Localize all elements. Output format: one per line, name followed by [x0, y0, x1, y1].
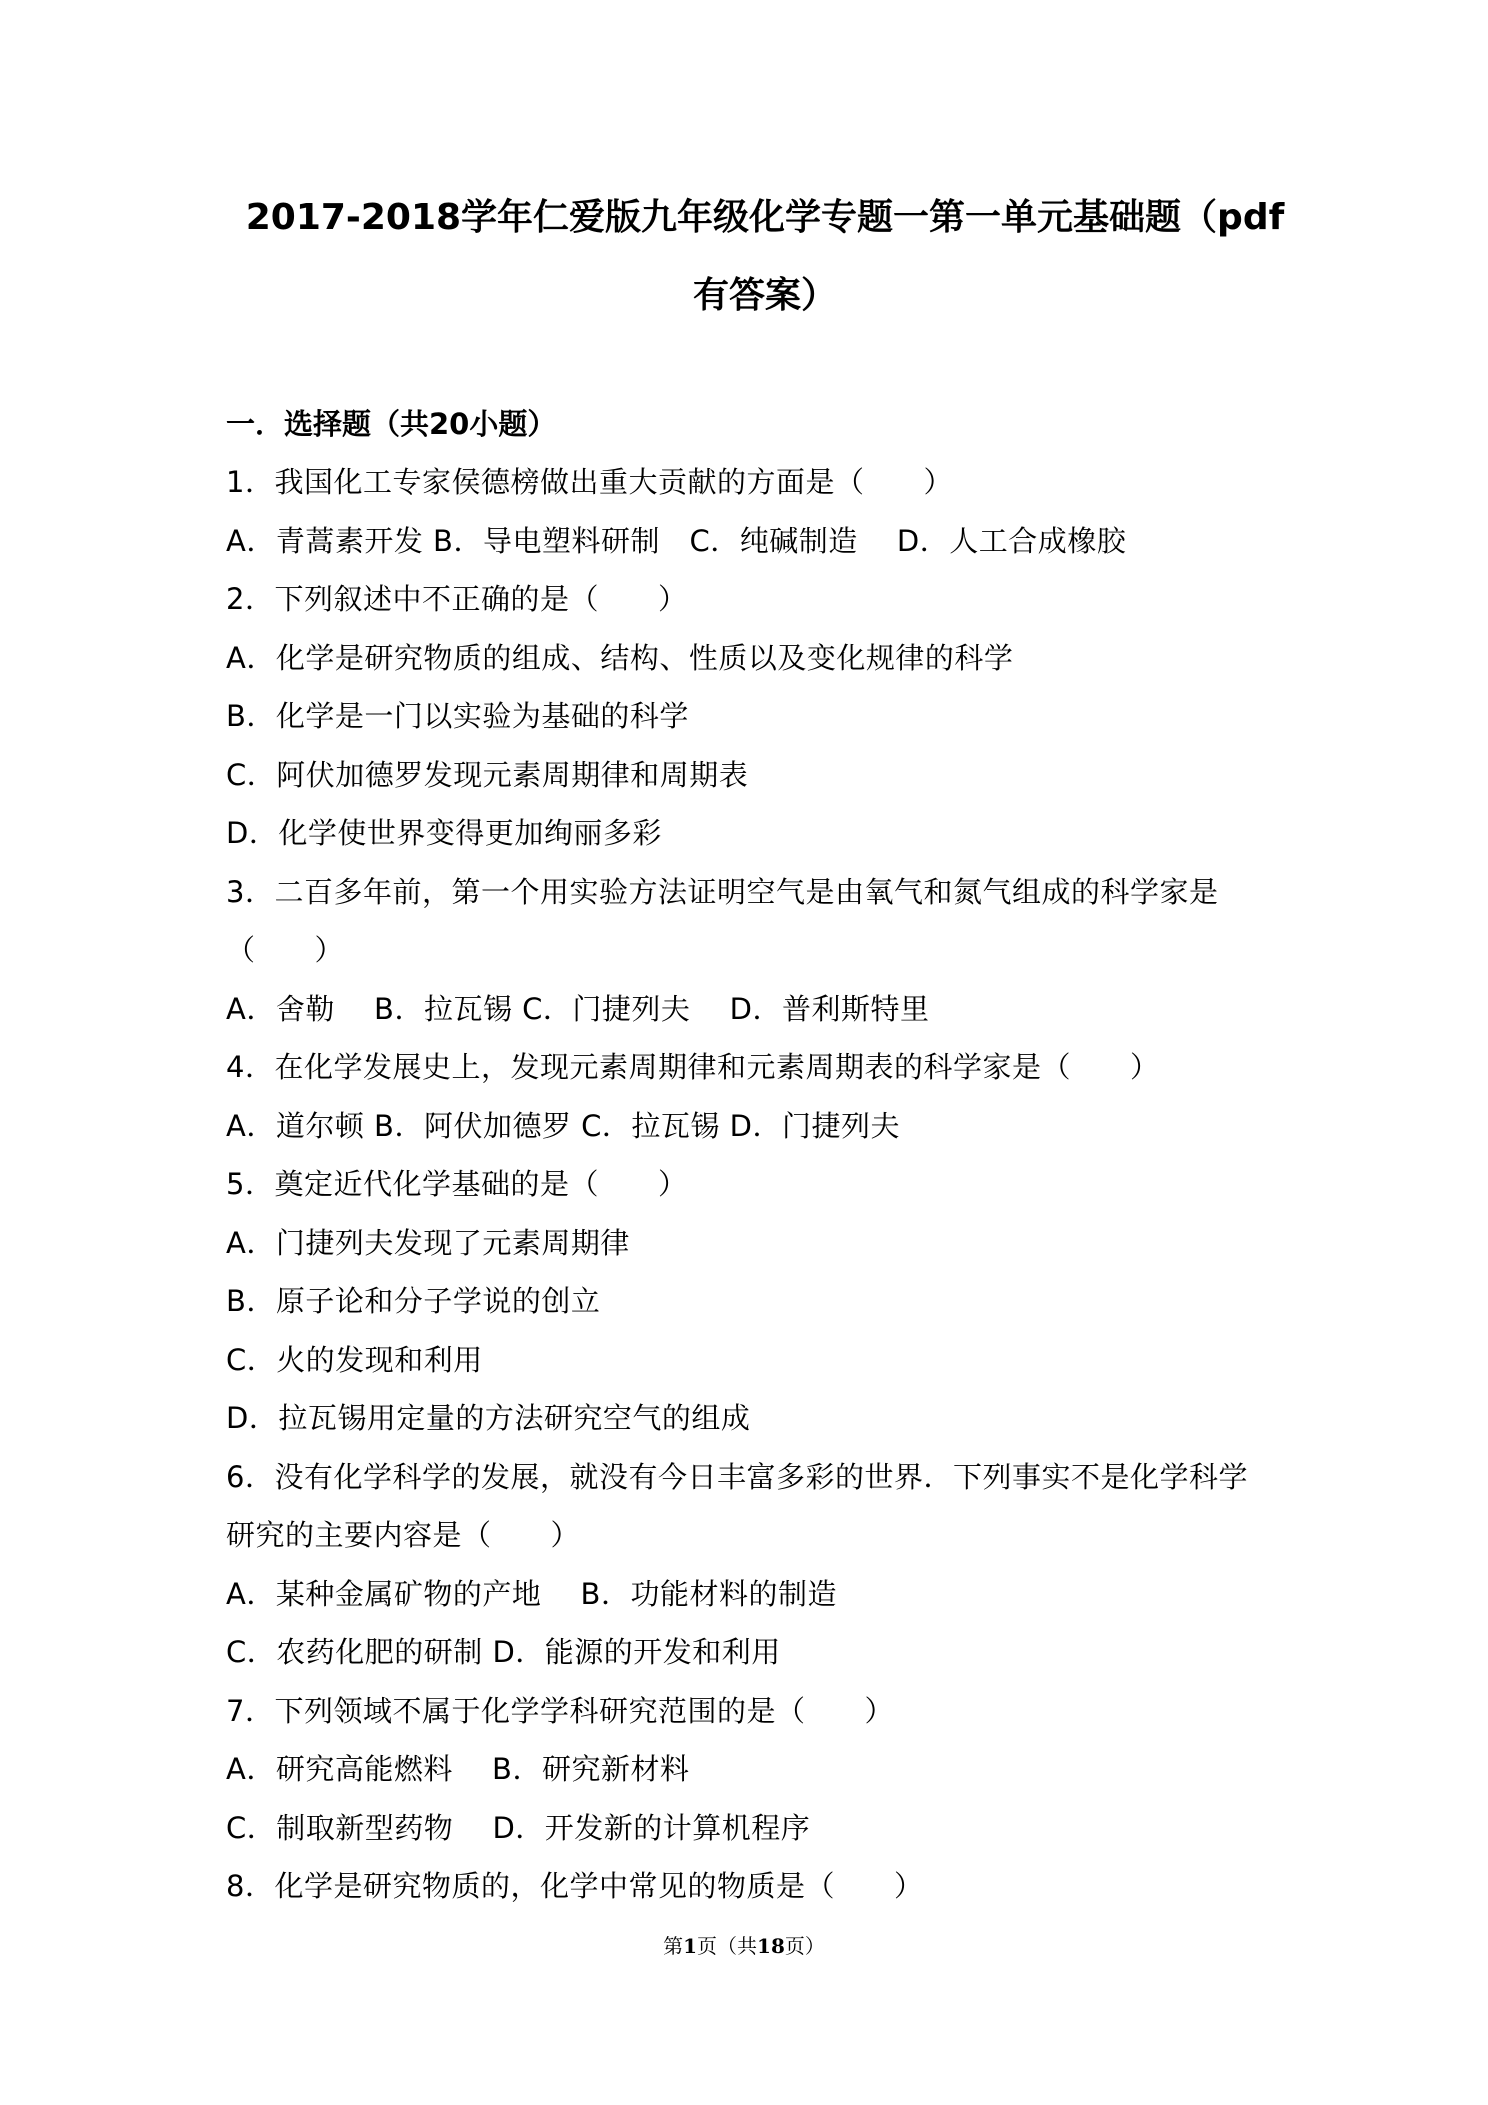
footer-total-pages: 18 [757, 1934, 785, 1958]
question-6: 6．没有化学科学的发展，就没有今日丰富多彩的世界．下列事实不是化学科学 [226, 1460, 1248, 1494]
question-2: 2．下列叙述中不正确的是（ ） [226, 582, 688, 616]
question-5-option-b: B．原子论和分子学说的创立 [226, 1284, 601, 1318]
question-5-option-c: C．火的发现和利用 [226, 1343, 483, 1377]
page-footer [0, 1933, 1488, 1959]
footer-page-number: 1 [683, 1934, 698, 1958]
footer-suffix: 页） [784, 1934, 825, 1958]
question-8: 8．化学是研究物质的，化学中常见的物质是（ ） [226, 1869, 924, 1903]
question-2-option-d: D．化学使世界变得更加绚丽多彩 [226, 816, 662, 850]
question-4: 4．在化学发展史上，发现元素周期律和元素周期表的科学家是（ ） [226, 1050, 1160, 1084]
footer-middle: 页（共 [697, 1934, 758, 1958]
question-1: 1．我国化工专家侯德榜做出重大贡献的方面是（ ） [226, 465, 953, 499]
question-3-blank: （ ） [226, 933, 345, 967]
question-6-options-cd: C．农药化肥的研制 D．能源的开发和利用 [226, 1635, 781, 1669]
question-7-options-ab: A．研究高能燃料 B．研究新材料 [226, 1752, 690, 1786]
question-6-continued: 研究的主要内容是（ ） [226, 1518, 581, 1552]
section-heading: 一．选择题（共20小题） [226, 407, 557, 441]
footer-prefix: 第 [663, 1934, 684, 1958]
document-title-line-2: 有答案） [692, 275, 837, 316]
question-6-options-ab: A．某种金属矿物的产地 B．功能材料的制造 [226, 1577, 837, 1611]
question-7: 7．下列领域不属于化学学科研究范围的是（ ） [226, 1694, 894, 1728]
question-1-options: A．青蒿素开发 B．导电塑料研制 C．纯碱制造 D．人工合成橡胶 [226, 524, 1127, 558]
document-title-line-1: 2017-2018学年仁爱版九年级化学专题一第一单元基础题（pdf [245, 197, 1285, 238]
question-3: 3．二百多年前，第一个用实验方法证明空气是由氧气和氮气组成的科学家是 [226, 875, 1219, 909]
question-5-option-d: D．拉瓦锡用定量的方法研究空气的组成 [226, 1401, 751, 1435]
question-4-options: A．道尔顿 B．阿伏加德罗 C．拉瓦锡 D．门捷列夫 [226, 1109, 900, 1143]
question-5: 5．奠定近代化学基础的是（ ） [226, 1167, 688, 1201]
question-5-option-a: A．门捷列夫发现了元素周期律 [226, 1226, 630, 1260]
question-2-option-c: C．阿伏加德罗发现元素周期律和周期表 [226, 758, 749, 792]
question-7-options-cd: C．制取新型药物 D．开发新的计算机程序 [226, 1811, 811, 1845]
question-2-option-b: B．化学是一门以实验为基础的科学 [226, 699, 689, 733]
question-3-options: A．舍勒 B．拉瓦锡 C．门捷列夫 D．普利斯特里 [226, 992, 930, 1026]
question-2-option-a: A．化学是研究物质的组成、结构、性质以及变化规律的科学 [226, 641, 1014, 675]
